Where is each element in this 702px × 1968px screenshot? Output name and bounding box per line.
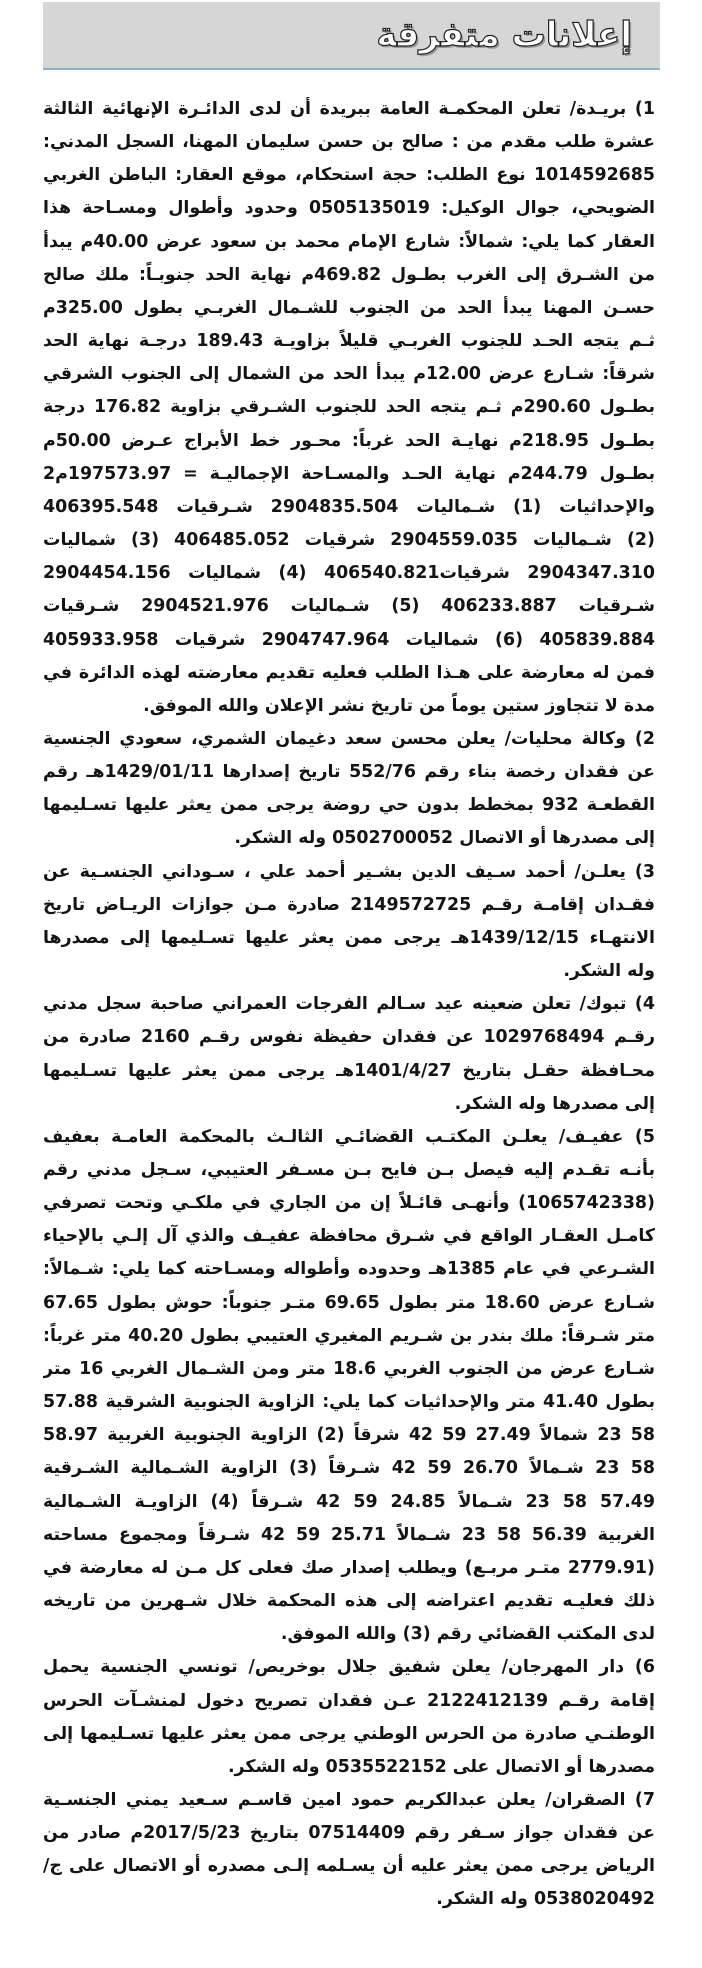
section-title: إعلانات متفرقة xyxy=(376,15,632,55)
ad-text-line: 3) يعلـن/ أحمد سـيف الدين بشـير أحمد علي ، سـوداني الجنسـية عن xyxy=(43,861,655,882)
ad-2-lost-building-permit xyxy=(43,723,655,856)
ad-text-line: 58 23 شمالاً 27.49 59 42 شرقاً (2) الزاوية الجنوبية الغربية 58.97 xyxy=(43,1425,655,1446)
ad-text-line: 5) عفيـف/ يعلـن المكتـب القضائـي الثالـث بالمحكمة العامـة بعفيف xyxy=(43,1126,655,1147)
ad-text-line: شـارع عرض 18.60 متر بطول 69.65 متـر جنوباً: حوش بطول 67.65 xyxy=(43,1292,655,1313)
ad-text-line: الرياض يرجى ممن يعثر عليه أن يسـلمه إلـى مصدره أو الاتصال على ج/ xyxy=(43,1856,655,1877)
ad-text-line: الضويحي، جوال الوكيل: 0505135019 وحدود وأطوال ومسـاحة هذا xyxy=(43,198,655,219)
ad-text-line: (1065742338) وأنهـى قائـلاً إن من الجاري في ملكـي وتحت تصرفي xyxy=(43,1193,655,1214)
ad-text-line: 2904347.310 شرقيات406540.821 (4) شماليات 2904454.156 xyxy=(43,563,655,584)
ad-text-line: بطـول 244.79م نهاية الحـد والمسـاحة الإجماليـة = 197573.97م2 xyxy=(43,463,655,484)
ad-3-lost-residence-permit xyxy=(43,856,655,989)
ad-text-line: محـافظة حقـل بتاريخ 1401/4/27هـ يرجى ممن يعثر عليها تسـليمها xyxy=(43,1060,655,1081)
ad-7-lost-passport xyxy=(43,1784,655,1917)
ad-text-line: الشـرعي في عام 1385هـ وحدوده وأطواله ومسـاحته كما يلي: شـمالاً: xyxy=(43,1259,655,1280)
ad-text-line: العقار كما يلي: شمالاً: شارع الإمام محمد بن سعود عرض 40.00م يبدأ xyxy=(43,231,655,252)
ad-text-line: لدى المكتب القضائي رقم (3) والله الموفق. xyxy=(280,1624,655,1645)
ad-text-line: 7) الصقران/ يعلن عبدالكريم حمود امين قاسـم سـعيد يمني الجنسـية xyxy=(43,1789,655,1810)
ad-text-line: بأنـه تقـدم إليه فيصل بـن فايح بـن مسـفر العتيبي، سـجل مدني رقم xyxy=(43,1160,655,1180)
ad-text-line: 0538020492 وله الشكر. xyxy=(436,1889,655,1910)
ad-text-line: 4) تبوك/ تعلن ضعينه عيد سـالم الفرجات العمراني صاحبة سجل مدني xyxy=(43,994,655,1015)
ad-text-line: عن فقدان جواز سـفر رقم 07514409 بتاريخ 2017/5/23م صادر من xyxy=(43,1823,655,1844)
ad-text-line: ذلك فعليـه تقديم اعتراضه إلى هذه المحكمة خلال شـهرين من تاريخه xyxy=(43,1591,655,1612)
ad-text-line: متر شـرقاً: ملك بندر بن شـريم المغيري العتيبي بطول 40.20 متر غرباً: xyxy=(43,1325,655,1346)
ad-text-line: 1014592685 نوع الطلب: حجة استحكام، موقع العقار: الباطن الغربي xyxy=(43,165,655,186)
ad-text-line: 1) بريـدة/ تعلن المحكمـة العامة ببريدة أن لدى الدائـرة الإنهائية الثالثة xyxy=(43,99,655,119)
ad-text-line: عشرة طلب مقدم من : صالح بن حسن سليمان المهنا، السجل المدني: xyxy=(43,132,655,153)
ad-4-lost-id-card xyxy=(43,988,655,1121)
ad-text-line: 57.49 58 23 شـمالاً 24.85 59 42 شـرقاً (4) الزاويـة الشـمالية xyxy=(43,1491,655,1512)
ad-text-line: إلى مصدرها أو الاتصال 0502700052 وله الشكر. xyxy=(234,828,655,849)
ad-text-line: عن فقدان رخصة بناء رقم 552/76 تاريخ إصدارها 1429/01/11هـ رقم xyxy=(43,762,655,783)
ad-text-line: 2) وكالة محليات/ يعلن محسن سعد دغيمان الشمري، سعودي الجنسية xyxy=(43,728,655,749)
ad-6-lost-entry-permit xyxy=(43,1651,655,1784)
ad-text-line: (2) شـماليات 2904559.035 شرقيات 406485.052 (3) شماليات xyxy=(43,530,655,551)
ad-text-line: بطـول 218.95م نهايـة الحد غرباً: محـور خط الأبراج عـرض 50.00م xyxy=(43,430,655,451)
ad-text-line: إقامة رقـم 2122412139 عـن فقدان تصريح دخول لمنشـآت الحرس xyxy=(43,1690,655,1711)
ad-text-line: شـرقيات 406233.887 (5) شـماليات 2904521.976 شـرقيات xyxy=(43,596,655,617)
ad-text-line: 58 23 شـمالاً 26.70 59 42 شـرقاً (3) الزاوية الشـمالية الشـرقية xyxy=(43,1458,655,1479)
ad-text-line: الوطنـي صادرة من الحرس الوطني يرجى ممن يعثر عليها تسـليمها إلى xyxy=(43,1723,655,1744)
ad-text-line: وله الشكر. xyxy=(563,961,655,982)
ad-text-line: والإحداثيات (1) شـماليات 2904835.504 شـرقيات 406395.548 xyxy=(43,496,655,517)
ad-text-line: مصدرها أو الاتصال على 0535522152 وله الشكر. xyxy=(227,1756,655,1777)
ad-text-line: رقـم 1029768494 عن فقدان حفيظة نفوس رقـم 2160 صادرة من xyxy=(43,1027,655,1048)
ad-text-line: بطـول 290.60م ثـم يتجه الحد للجنوب الشـرقي بزاوية 176.82 درجة xyxy=(43,397,655,418)
ad-text-line: كامـل العقـار الواقع في شـرق محافظة عفيـف والذي آل إلـي بالإحياء xyxy=(43,1226,655,1247)
ad-text-line: الغربية 56.39 58 23 شـمالاً 25.71 59 42 شـرقاً ومجموع مساحته xyxy=(43,1524,655,1545)
ad-text-line: (2779.91 متـر مربـع) ويطلب إصدار صك فعلى كل مـن له معارضة في xyxy=(43,1557,655,1578)
ad-5-afif-court-notice xyxy=(43,1121,655,1652)
ad-text-line: ثـم يتجه الحـد للجنوب الغربـي قليلاً بزاويـة 189.43 درجـة نهاية الحد xyxy=(43,331,655,352)
ad-text-line: فمن له معارضة على هـذا الطلب فعليه تقديم معارضته لهذه الدائرة في xyxy=(43,662,655,683)
ad-text-line: شـارع عرض من الجنوب الغربي 18.6 متر ومن الشـمال الغربي 16 متر xyxy=(43,1358,655,1379)
ad-text-line: 6) دار المهرجان/ يعلن شفيق جلال بوخريص/ تونسي الجنسية يحمل xyxy=(43,1657,655,1678)
section-header-bar xyxy=(43,2,660,70)
classified-ads-column xyxy=(43,93,655,1917)
ad-1-bureidah-court-notice xyxy=(43,93,655,723)
ad-text-line: القطعـة 932 بمخطط بدون حي روضة يرجى ممن يعثر عليها تسـليمها xyxy=(43,795,655,816)
ad-text-line: من الشـرق إلى الغرب بطـول 469.82م نهاية الحد جنوبـاً: ملك صالح xyxy=(43,264,655,285)
ad-text-line: 405839.884 (6) شماليات 2904747.964 شرقيات 405933.958 xyxy=(43,629,655,650)
ad-text-line: بطول 41.40 متر والإحداثيات كما يلي: الزاوية الجنوبية الشرقية 57.88 xyxy=(43,1392,655,1413)
ad-text-line: شرقاً: شـارع عرض 12.00م يبدأ الحد من الشمال إلى الجنوب الشرقي xyxy=(43,364,655,385)
ad-text-line: الانتهـاء 1439/12/15هـ يرجى ممن يعثر عليها تسـليمها إلى مصدرها xyxy=(43,927,655,948)
ad-text-line: إلى مصدرها وله الشكر. xyxy=(454,1093,655,1114)
ad-text-line: حسـن المهنا يبدأ الحد من الجنوب للشـمال الغربـي بطول 325.00م xyxy=(43,297,655,318)
ad-text-line: مدة لا تتجاوز ستين يوماً من تاريخ نشر الإعلان والله الموفق. xyxy=(143,695,655,716)
ad-text-line: فقـدان إقامـة رقـم 2149572725 صادرة مـن جوازات الريـاض تاريخ xyxy=(43,894,655,915)
